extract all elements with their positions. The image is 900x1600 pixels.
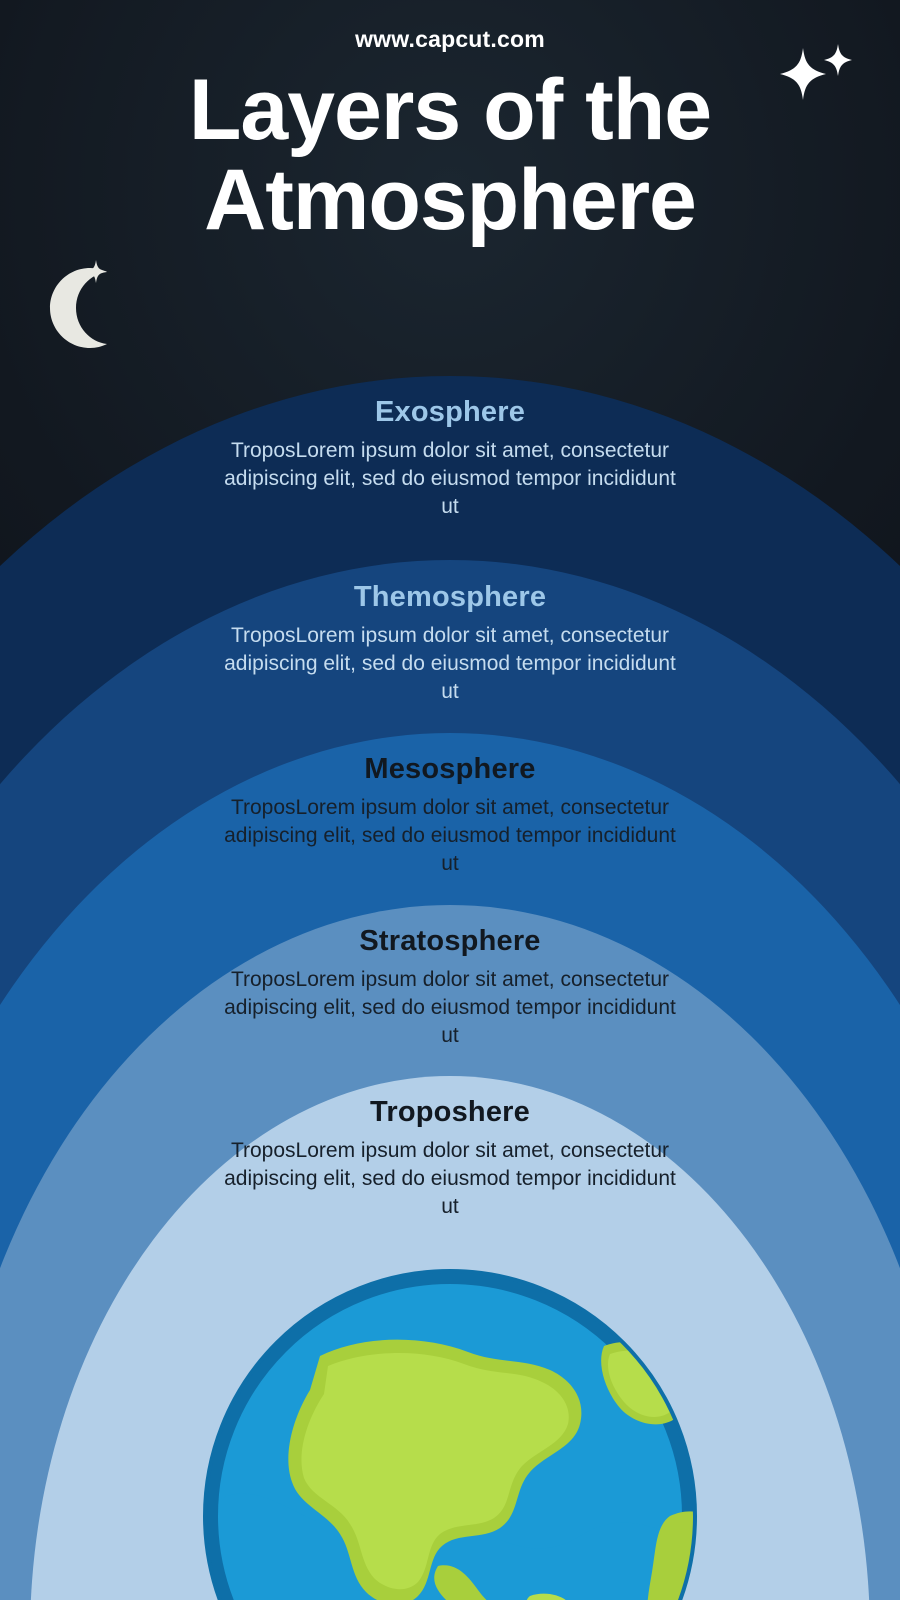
sparkle-icon: [824, 44, 852, 81]
layer-name: Themosphere: [353, 581, 547, 613]
layer-label-exosphere: [0, 396, 900, 521]
layer-label-thermosphere: [0, 581, 900, 706]
title-line-2: Atmosphere: [204, 152, 696, 249]
layer-name: Mesosphere: [364, 753, 536, 785]
layer-description: TroposLorem ipsum dolor sit amet, consectetur adipiscing elit, sed do eiusmod tempor incididunt ut: [224, 1139, 676, 1218]
layer-label-mesosphere: [0, 753, 900, 878]
layer-description: TroposLorem ipsum dolor sit amet, consectetur adipiscing elit, sed do eiusmod tempor incididunt ut: [224, 796, 676, 875]
layer-name: Troposhere: [370, 1096, 530, 1128]
layer-description: TroposLorem ipsum dolor sit amet, consectetur adipiscing elit, sed do eiusmod tempor incididunt ut: [224, 624, 676, 703]
layer-description: TroposLorem ipsum dolor sit amet, consectetur adipiscing elit, sed do eiusmod tempor incididunt ut: [224, 439, 676, 518]
layer-label-stratosphere: [0, 925, 900, 1050]
watermark: www.capcut.com: [355, 26, 545, 52]
layer-description: TroposLorem ipsum dolor sit amet, consectetur adipiscing elit, sed do eiusmod tempor incididunt ut: [224, 968, 676, 1047]
page-title: [0, 62, 900, 249]
crescent-moon-icon: [28, 258, 120, 355]
layer-label-troposphere: [0, 1096, 900, 1221]
earth-globe-icon: [200, 1266, 700, 1600]
layer-name: Stratosphere: [359, 925, 541, 957]
sparkle-icon: [780, 48, 826, 105]
layer-name: Exosphere: [374, 396, 526, 428]
title-line-1: Layers of the: [188, 62, 712, 158]
